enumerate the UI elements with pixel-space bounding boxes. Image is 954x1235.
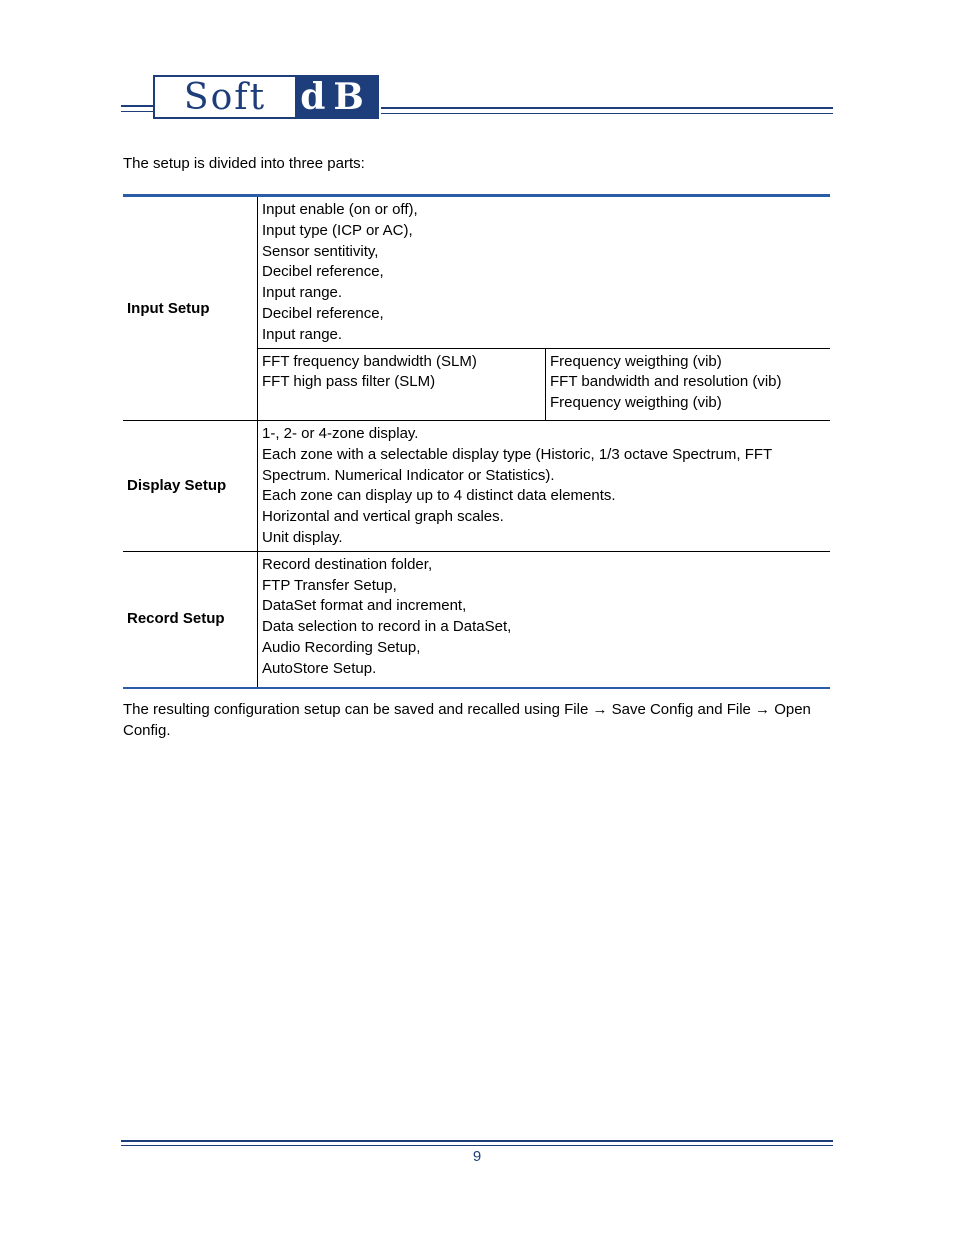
list-item: Input type (ICP or AC), bbox=[262, 221, 413, 239]
list-item: Horizontal and vertical graph scales. bbox=[262, 508, 504, 526]
vib-options bbox=[546, 348, 831, 420]
list-item: Decibel reference, bbox=[262, 263, 384, 281]
list-item: Data selection to record in a DataSet, bbox=[262, 618, 512, 636]
intro-paragraph: The setup is divided into three parts: bbox=[123, 155, 365, 172]
record-setup-items bbox=[258, 551, 831, 687]
input-setup-label: Input Setup bbox=[123, 196, 258, 421]
list-item: Each zone with a selectable display type (Historic, 1/3 octave Spectrum, FFT Spectrum. Numerical Indicator or Statistics). bbox=[262, 445, 772, 484]
logo-soft-text: Soft bbox=[155, 77, 295, 117]
page-number: 9 bbox=[472, 1148, 482, 1165]
footer-rule bbox=[121, 1140, 833, 1146]
input-setup-items bbox=[258, 196, 831, 349]
logo-db-text: dB bbox=[295, 77, 377, 117]
display-setup-items bbox=[258, 420, 831, 551]
closing-paragraph: The resulting configuration setup can be saved and recalled using File → Save Config and File → Open Config. bbox=[123, 701, 811, 739]
list-item: Sensor sentitivity, bbox=[262, 242, 379, 260]
list-item: AutoStore Setup. bbox=[262, 659, 377, 677]
list-item: FTP Transfer Setup, bbox=[262, 576, 397, 594]
list-item: Unit display. bbox=[262, 528, 343, 546]
softdb-logo bbox=[153, 75, 379, 119]
display-setup-label: Display Setup bbox=[123, 420, 258, 551]
list-item: Each zone can display up to 4 distinct data elements. bbox=[262, 487, 616, 505]
list-item: 1-, 2- or 4-zone display. bbox=[262, 424, 419, 442]
list-item: Audio Recording Setup, bbox=[262, 638, 421, 656]
list-item: Input range. bbox=[262, 325, 343, 343]
setup-table bbox=[123, 194, 830, 689]
list-item: FFT bandwidth and resolution (vib) bbox=[550, 373, 782, 391]
list-item: Frequency weigthing (vib) bbox=[550, 352, 722, 370]
list-item: Record destination folder, bbox=[262, 555, 433, 573]
input-setup-row bbox=[123, 196, 830, 349]
header-rule-left bbox=[121, 105, 153, 112]
record-setup-row bbox=[123, 551, 830, 687]
header-rule-right bbox=[381, 107, 833, 114]
list-item: Input enable (on or off), bbox=[262, 201, 418, 218]
record-setup-label: Record Setup bbox=[123, 551, 258, 687]
display-setup-row bbox=[123, 420, 830, 551]
slm-options bbox=[258, 348, 546, 420]
list-item: Input range. bbox=[262, 284, 343, 302]
list-item: Frequency weigthing (vib) bbox=[550, 394, 722, 412]
list-item: DataSet format and increment, bbox=[262, 597, 467, 615]
list-item: FFT frequency bandwidth (SLM) bbox=[262, 352, 477, 370]
list-item: Decibel reference, bbox=[262, 304, 384, 322]
list-item: FFT high pass filter (SLM) bbox=[262, 373, 436, 391]
